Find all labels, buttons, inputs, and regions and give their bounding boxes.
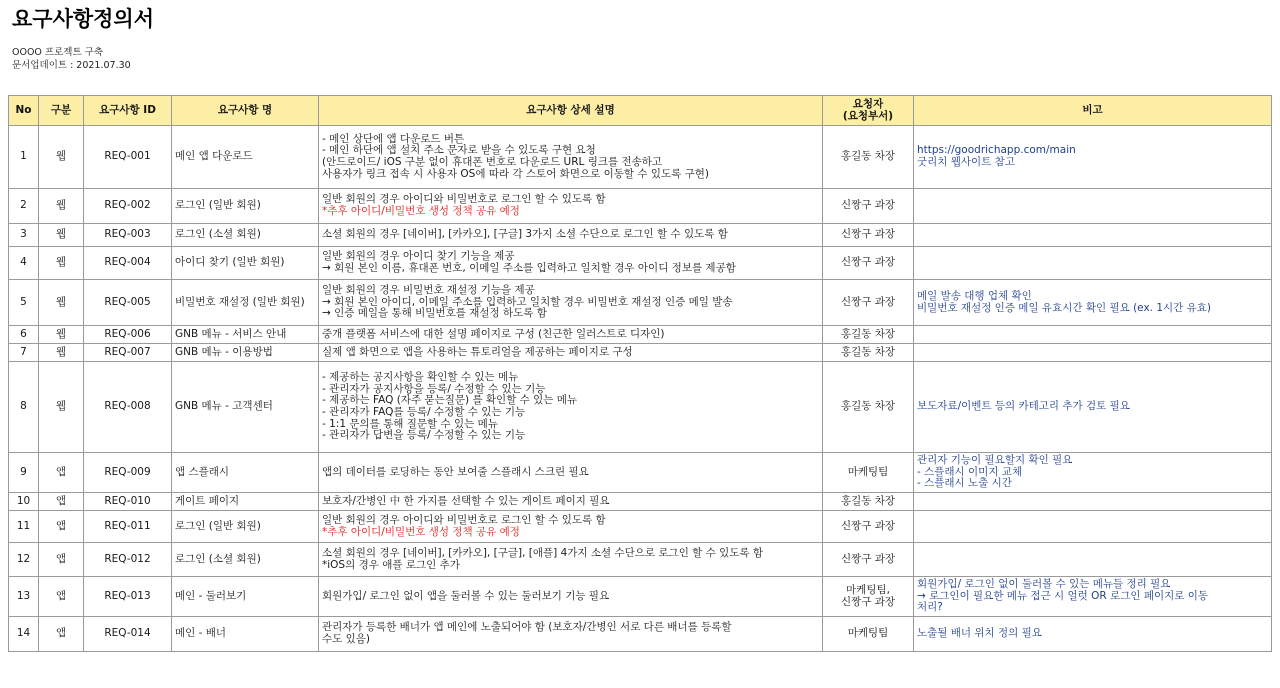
cell-note-line: 메일 발송 대행 업체 확인 <box>917 289 1032 302</box>
cell-no <box>9 511 39 543</box>
cell-req-name <box>172 362 319 453</box>
cell-description <box>319 362 823 453</box>
cell-type <box>39 493 84 511</box>
cell-note-line: → 로그인이 필요한 메뉴 접근 시 얼럿 OR 로그인 페이지로 이동 <box>917 589 1209 602</box>
cell-no-line: 8 <box>20 400 27 413</box>
cell-requester-line: 홍길동 차장 <box>840 150 896 163</box>
cell-no-line: 2 <box>20 199 27 212</box>
cell-description-line: 일반 회원의 경우 비밀번호 재설정 기능을 제공 <box>322 283 535 296</box>
header-label: 비고 <box>1082 103 1103 116</box>
cell-req-name <box>172 617 319 652</box>
cell-requester <box>823 362 914 453</box>
cell-note <box>914 617 1272 652</box>
cell-description-line: *iOS의 경우 애플 로그인 추가 <box>322 558 460 571</box>
cell-requester <box>823 344 914 362</box>
cell-description <box>319 493 823 511</box>
cell-description-line: - 메인 상단에 앱 다운로드 버튼 <box>322 132 465 145</box>
cell-req-name-line: 앱 스플래시 <box>175 465 230 478</box>
cell-requester <box>823 543 914 577</box>
cell-type-line: 앱 <box>55 552 67 565</box>
cell-description-line: 관리자가 등록한 배너가 앱 메인에 노출되어야 함 (보호자/간병인 서로 다른 배너를 등록할 <box>322 621 732 634</box>
table-row <box>9 189 1272 224</box>
cell-note <box>914 247 1272 280</box>
cell-description-line: - 메인 하단에 앱 설치 주소 문자로 받을 수 있도록 구현 요청 <box>322 144 596 157</box>
cell-description-line: 실제 앱 화면으로 앱을 사용하는 튜토리얼을 제공하는 페이지로 구성 <box>322 345 633 358</box>
cell-no-line: 14 <box>16 627 31 640</box>
cell-req-name-line: 메인 - 배너 <box>175 627 227 640</box>
col-header-type <box>39 96 84 126</box>
table-row <box>9 511 1272 543</box>
cell-description-line: 앱의 데이터를 로딩하는 동안 보여줄 스플래시 스크린 필요 <box>322 465 589 478</box>
table-header-row <box>9 96 1272 126</box>
cell-description-line: → 회원 본인 아이디, 이메일 주소를 입력하고 일치할 경우 비밀번호 재설정 인증 메일 발송 <box>322 295 733 308</box>
cell-req-id-line: REQ-005 <box>104 295 151 308</box>
cell-req-name-line: 로그인 (소셜 회원) <box>175 552 261 565</box>
cell-no <box>9 617 39 652</box>
document-title: 요구사항정의서 <box>12 7 155 31</box>
cell-type <box>39 189 84 224</box>
cell-requester <box>823 189 914 224</box>
cell-req-id-line: REQ-013 <box>104 589 151 602</box>
cell-note-line: 관리자 기능이 필요할지 확인 필요 <box>917 453 1073 466</box>
cell-requester <box>823 326 914 344</box>
cell-description-line: - 제공하는 공지사항을 확인할 수 있는 메뉴 <box>322 370 519 383</box>
cell-note <box>914 224 1272 247</box>
cell-req-name-line: 로그인 (일반 회원) <box>175 199 261 212</box>
cell-description-line: *추후 아이디/비밀번호 생성 정책 공유 예정 <box>322 525 520 538</box>
cell-no <box>9 224 39 247</box>
col-header-description <box>319 96 823 126</box>
cell-no-line: 11 <box>16 519 31 532</box>
cell-description <box>319 344 823 362</box>
cell-req-id <box>84 453 172 493</box>
cell-requester <box>823 577 914 617</box>
cell-description <box>319 543 823 577</box>
cell-req-id-line: REQ-014 <box>104 627 151 640</box>
cell-req-name <box>172 326 319 344</box>
cell-req-id <box>84 224 172 247</box>
cell-note-line: 처리? <box>917 601 943 614</box>
cell-type-line: 웹 <box>55 295 67 308</box>
cell-note <box>914 453 1272 493</box>
cell-req-name-line: GNB 메뉴 - 고객센터 <box>175 400 273 413</box>
cell-requester-line: 홍길동 차장 <box>840 345 896 358</box>
cell-req-id <box>84 189 172 224</box>
cell-type <box>39 577 84 617</box>
cell-note-line: 보도자료/이벤트 등의 카테고리 추가 검토 필요 <box>917 400 1130 413</box>
table-row <box>9 543 1272 577</box>
cell-type-line: 웹 <box>55 150 67 163</box>
cell-req-id <box>84 326 172 344</box>
cell-description <box>319 511 823 543</box>
cell-description-line: - 관리자가 공지사항을 등록/ 수정할 수 있는 기능 <box>322 382 546 395</box>
cell-req-id <box>84 577 172 617</box>
cell-note <box>914 493 1272 511</box>
cell-type <box>39 280 84 326</box>
cell-no <box>9 344 39 362</box>
cell-requester-line: 홍길동 차장 <box>840 400 896 413</box>
cell-description-line: - 관리자가 FAQ를 등록/ 수정할 수 있는 기능 <box>322 406 526 418</box>
cell-req-name-line: 아이디 찾기 (일반 회원) <box>175 256 285 269</box>
cell-description <box>319 577 823 617</box>
cell-no-line: 7 <box>20 345 27 358</box>
cell-description <box>319 280 823 326</box>
cell-req-name-line: 메인 - 둘러보기 <box>175 589 247 602</box>
project-name: OOOO 프로젝트 구축 <box>12 47 104 58</box>
table-row <box>9 247 1272 280</box>
cell-req-id <box>84 617 172 652</box>
cell-description-line: 중개 플랫폼 서비스에 대한 설명 페이지로 구성 (친근한 일러스트로 디자인) <box>322 327 665 340</box>
col-header-name <box>172 96 319 126</box>
cell-type-line: 앱 <box>55 589 67 602</box>
col-header-note <box>914 96 1272 126</box>
cell-requester-line: 마케팅팀 <box>847 465 889 478</box>
cell-requester <box>823 280 914 326</box>
cell-req-id <box>84 511 172 543</box>
cell-type <box>39 344 84 362</box>
cell-type <box>39 326 84 344</box>
cell-no-line: 13 <box>16 589 31 602</box>
cell-description-line: - 제공하는 FAQ (자주 묻는질문) 를 확인할 수 있는 메뉴 <box>322 394 578 407</box>
cell-description-line: → 인증 메일을 통해 비밀번호를 재설정 하도록 함 <box>322 307 547 320</box>
cell-type-line: 웹 <box>55 256 67 269</box>
cell-req-id <box>84 344 172 362</box>
cell-description <box>319 617 823 652</box>
cell-type-line: 웹 <box>55 228 67 241</box>
cell-requester <box>823 126 914 189</box>
cell-description <box>319 247 823 280</box>
cell-type <box>39 511 84 543</box>
cell-description-line: 사용자가 링크 접속 시 사용자 OS에 따라 각 스토어 화면으로 이동할 수 있도록 구현) <box>322 167 709 180</box>
cell-req-name-line: 게이트 페이지 <box>175 494 240 507</box>
cell-note <box>914 511 1272 543</box>
cell-req-id <box>84 126 172 189</box>
cell-req-id-line: REQ-011 <box>104 519 151 532</box>
cell-description-line: → 회원 본인 이름, 휴대폰 번호, 이메일 주소를 입력하고 일치할 경우 아이디 정보를 제공함 <box>322 262 736 274</box>
cell-req-name <box>172 493 319 511</box>
cell-note <box>914 189 1272 224</box>
cell-req-name-line: GNB 메뉴 - 서비스 안내 <box>175 327 287 340</box>
table-body <box>9 126 1272 652</box>
cell-req-name-line: 로그인 (일반 회원) <box>175 519 261 532</box>
table-row <box>9 453 1272 493</box>
cell-requester-line: 홍길동 차장 <box>840 494 896 507</box>
cell-no <box>9 453 39 493</box>
table-row <box>9 280 1272 326</box>
cell-no <box>9 493 39 511</box>
cell-no-line: 9 <box>20 465 27 478</box>
cell-req-id <box>84 493 172 511</box>
cell-description <box>319 326 823 344</box>
cell-description <box>319 453 823 493</box>
cell-req-id-line: REQ-012 <box>104 552 151 565</box>
cell-requester-line: 홍길동 차장 <box>840 327 896 340</box>
header-label: 요구사항 ID <box>99 103 156 116</box>
cell-req-name <box>172 577 319 617</box>
col-header-requester <box>823 96 914 126</box>
cell-type-line: 웹 <box>55 345 67 358</box>
cell-note <box>914 344 1272 362</box>
cell-requester-line: 신짱구 과장 <box>840 295 896 308</box>
cell-type <box>39 362 84 453</box>
cell-req-id-line: REQ-004 <box>104 256 151 269</box>
cell-req-name <box>172 224 319 247</box>
cell-no <box>9 247 39 280</box>
cell-requester-line: 신짱구 과장 <box>840 595 896 608</box>
header-label: 요구사항 명 <box>217 103 273 116</box>
cell-no <box>9 543 39 577</box>
header-label: No <box>15 103 32 116</box>
cell-note <box>914 126 1272 189</box>
cell-no <box>9 577 39 617</box>
cell-no-line: 1 <box>20 150 27 163</box>
cell-description <box>319 126 823 189</box>
cell-no-line: 12 <box>16 552 31 565</box>
header-label: 요청자 <box>852 97 884 110</box>
cell-description-line: 일반 회원의 경우 아이디와 비밀번호로 로그인 할 수 있도록 함 <box>322 193 606 206</box>
cell-type <box>39 126 84 189</box>
cell-description-line: 회원가입/ 로그인 없이 앱을 둘러볼 수 있는 둘러보기 기능 필요 <box>322 589 610 602</box>
cell-description-line: 일반 회원의 경우 아이디와 비밀번호로 로그인 할 수 있도록 함 <box>322 513 606 526</box>
cell-req-name <box>172 344 319 362</box>
cell-description-line: 소셜 회원의 경우 [네이버], [카카오], [구글], [애플] 4가지 소셜 수단으로 로그인 할 수 있도록 함 <box>322 546 764 559</box>
cell-req-name-line: GNB 메뉴 - 이용방법 <box>175 345 273 358</box>
cell-description-line: 보호자/간병인 中 한 가지를 선택할 수 있는 게이트 페이지 필요 <box>322 494 610 507</box>
cell-note-line: - 스플래시 노출 시간 <box>917 477 1012 490</box>
cell-note-line: - 스플래시 이미지 교체 <box>917 465 1023 478</box>
cell-description-line: *추후 아이디/비밀번호 생성 정책 공유 예정 <box>322 205 520 217</box>
table-row <box>9 617 1272 652</box>
cell-note-line: 노출될 배너 위치 정의 필요 <box>917 627 1042 640</box>
table-row <box>9 126 1272 189</box>
table-row <box>9 362 1272 453</box>
cell-type-line: 앱 <box>55 627 67 640</box>
cell-type-line: 앱 <box>55 494 67 507</box>
cell-req-id <box>84 543 172 577</box>
cell-requester-line: 신짱구 과장 <box>840 519 896 532</box>
cell-description-line: (안드로이드/ iOS 구분 없이 휴대폰 번호로 다운로드 URL 링크를 전송하고 <box>322 156 663 168</box>
cell-req-name-line: 로그인 (소셜 회원) <box>175 228 261 241</box>
cell-description-line: - 1:1 문의를 통해 질문할 수 있는 메뉴 <box>322 417 498 430</box>
col-header-no <box>9 96 39 126</box>
cell-type-line: 웹 <box>55 199 67 212</box>
table-row <box>9 326 1272 344</box>
cell-note <box>914 280 1272 326</box>
cell-req-id-line: REQ-002 <box>104 199 151 212</box>
cell-description <box>319 224 823 247</box>
cell-type-line: 웹 <box>55 400 67 413</box>
cell-type <box>39 453 84 493</box>
cell-requester <box>823 617 914 652</box>
cell-requester <box>823 224 914 247</box>
cell-no-line: 3 <box>20 228 27 241</box>
cell-type-line: 앱 <box>55 519 67 532</box>
cell-req-name <box>172 543 319 577</box>
cell-type <box>39 224 84 247</box>
cell-no-line: 4 <box>20 256 27 269</box>
cell-req-id <box>84 247 172 280</box>
cell-req-id-line: REQ-007 <box>104 345 151 358</box>
cell-requester-line: 신짱구 과장 <box>840 228 896 241</box>
cell-note <box>914 577 1272 617</box>
cell-requester <box>823 511 914 543</box>
cell-requester-line: 마케팅팀, <box>846 583 890 596</box>
cell-req-id-line: REQ-010 <box>104 494 151 507</box>
cell-requester-line: 신짱구 과장 <box>840 552 896 565</box>
table-row <box>9 224 1272 247</box>
cell-requester-line: 마케팅팀 <box>847 627 889 640</box>
cell-type-line: 앱 <box>55 465 67 478</box>
requirements-table <box>8 95 1272 652</box>
header-label: 구분 <box>50 103 72 116</box>
cell-type <box>39 617 84 652</box>
cell-req-name <box>172 511 319 543</box>
header-label: (요청부서) <box>842 109 894 122</box>
cell-type <box>39 543 84 577</box>
cell-type-line: 웹 <box>55 327 67 340</box>
header-label: 요구사항 상세 설명 <box>526 103 615 116</box>
cell-req-id <box>84 362 172 453</box>
cell-requester <box>823 247 914 280</box>
cell-req-name <box>172 189 319 224</box>
cell-note-line: 비밀번호 재설정 인증 메일 유효시간 확인 필요 (ex. 1시간 유효) <box>917 301 1212 314</box>
cell-no <box>9 326 39 344</box>
cell-requester <box>823 493 914 511</box>
cell-no-line: 6 <box>20 327 27 340</box>
cell-description-line: 소셜 회원의 경우 [네이버], [카카오], [구글] 3가지 소셜 수단으로 로그인 할 수 있도록 함 <box>322 228 728 241</box>
cell-type <box>39 247 84 280</box>
cell-requester <box>823 453 914 493</box>
cell-description-line: 일반 회원의 경우 아이디 찾기 기능을 제공 <box>322 250 515 263</box>
col-header-id <box>84 96 172 126</box>
cell-no <box>9 280 39 326</box>
cell-req-name <box>172 126 319 189</box>
cell-req-name <box>172 453 319 493</box>
cell-req-id-line: REQ-006 <box>104 327 151 340</box>
cell-no-line: 10 <box>16 494 31 507</box>
cell-req-id-line: REQ-003 <box>104 228 151 241</box>
cell-requester-line: 신짱구 과장 <box>840 256 896 269</box>
cell-note-line: 굿리치 웹사이트 참고 <box>917 156 1015 168</box>
cell-req-name <box>172 280 319 326</box>
table-row <box>9 344 1272 362</box>
cell-req-id <box>84 280 172 326</box>
cell-note-line: https://goodrichapp.com/main <box>917 144 1076 157</box>
cell-description-line: 수도 있음) <box>322 633 371 645</box>
cell-description <box>319 189 823 224</box>
cell-req-name-line: 메인 앱 다운로드 <box>175 150 253 163</box>
cell-note <box>914 362 1272 453</box>
cell-req-name <box>172 247 319 280</box>
cell-description-line: - 관리자가 답변을 등록/ 수정할 수 있는 기능 <box>322 429 526 442</box>
cell-requester-line: 신짱구 과장 <box>840 199 896 212</box>
document-updated-date: 문서업데이트 : 2021.07.30 <box>12 60 131 71</box>
cell-no <box>9 362 39 453</box>
cell-no-line: 5 <box>20 295 27 308</box>
table-row <box>9 577 1272 617</box>
cell-note <box>914 326 1272 344</box>
cell-note <box>914 543 1272 577</box>
cell-note-line: 회원가입/ 로그인 없이 둘러볼 수 있는 메뉴들 정리 필요 <box>917 577 1171 590</box>
cell-req-id-line: REQ-001 <box>104 150 151 163</box>
cell-req-name-line: 비밀번호 재설정 (일반 회원) <box>175 295 305 308</box>
cell-no <box>9 126 39 189</box>
table-row <box>9 493 1272 511</box>
cell-no <box>9 189 39 224</box>
cell-req-id-line: REQ-009 <box>104 465 151 478</box>
cell-req-id-line: REQ-008 <box>104 400 151 413</box>
